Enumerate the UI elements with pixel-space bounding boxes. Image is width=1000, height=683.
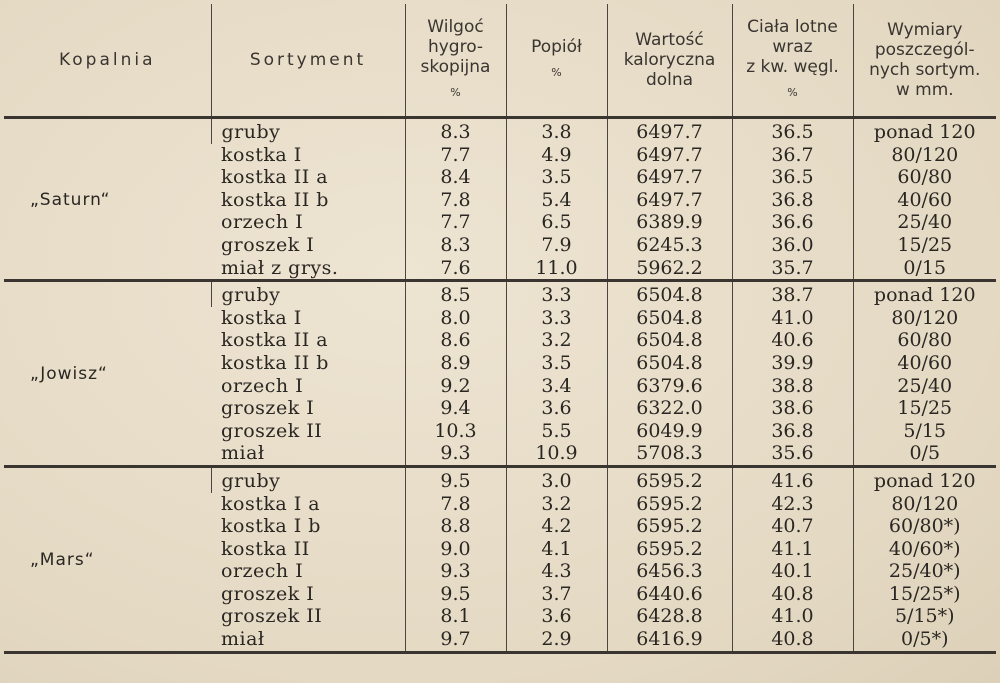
sort-name: kostka II b <box>221 351 329 374</box>
cell-moisture: 9.5 <box>405 466 506 492</box>
sort-name: kostka I a <box>221 492 321 515</box>
cell-dim: 5/15 <box>853 420 996 443</box>
cell-volatile: 36.8 <box>732 189 853 212</box>
cell-calorific: 6595.2 <box>607 515 732 538</box>
cell-dim: 0/5*) <box>853 628 996 652</box>
cell-volatile: 38.7 <box>732 281 853 307</box>
cell-volatile: 41.0 <box>732 307 853 330</box>
header-dimensions: Wymiary poszczegól- nych sortym. w mm. <box>853 4 996 118</box>
cell-volatile: 36.8 <box>732 420 853 443</box>
cell-moisture: 9.3 <box>405 442 506 466</box>
table-row <box>4 466 996 492</box>
cell-calorific: 6322.0 <box>607 397 732 420</box>
sort-name: orzech I <box>221 560 304 583</box>
sort-name: groszek I <box>221 397 315 420</box>
cell-ash: 4.3 <box>506 560 607 583</box>
cell-calorific: 5962.2 <box>607 257 732 281</box>
cell-moisture: 10.3 <box>405 420 506 443</box>
sort-name: gruby <box>211 281 405 307</box>
cell-volatile: 42.3 <box>732 493 853 516</box>
cell-moisture: 8.3 <box>405 118 506 144</box>
header-row <box>4 4 996 118</box>
sort-name: groszek II <box>221 605 323 628</box>
cell-ash: 3.2 <box>506 493 607 516</box>
cell-volatile: 35.6 <box>732 442 853 466</box>
sort-name: kostka I <box>221 306 302 329</box>
cell-dim: 40/60 <box>853 352 996 375</box>
sort-name: miał <box>211 628 405 652</box>
cell-moisture: 8.9 <box>405 352 506 375</box>
cell-ash: 3.7 <box>506 583 607 606</box>
cell-volatile: 40.8 <box>732 628 853 652</box>
sort-name: groszek I <box>221 233 315 256</box>
cell-volatile: 41.0 <box>732 605 853 628</box>
header-moisture-unit: % <box>450 86 461 99</box>
cell-volatile: 41.6 <box>732 466 853 492</box>
cell-ash: 6.5 <box>506 211 607 234</box>
table-row <box>4 281 996 307</box>
table-body <box>4 118 996 653</box>
cell-dim: 60/80*) <box>853 515 996 538</box>
cell-dim: ponad 120 <box>853 466 996 492</box>
cell-ash: 3.6 <box>506 605 607 628</box>
mine-name: „Mars“ <box>4 466 211 652</box>
cell-dim: 25/40 <box>853 375 996 398</box>
cell-moisture: 9.3 <box>405 560 506 583</box>
cell-ash: 3.5 <box>506 166 607 189</box>
cell-calorific: 6389.9 <box>607 211 732 234</box>
cell-dim: 15/25*) <box>853 583 996 606</box>
cell-volatile: 35.7 <box>732 257 853 281</box>
cell-ash: 3.3 <box>506 281 607 307</box>
cell-volatile: 40.6 <box>732 329 853 352</box>
cell-volatile: 40.1 <box>732 560 853 583</box>
cell-calorific: 6595.2 <box>607 538 732 561</box>
cell-dim: 25/40 <box>853 211 996 234</box>
cell-volatile: 40.8 <box>732 583 853 606</box>
cell-calorific: 6504.8 <box>607 307 732 330</box>
header-volatile: Ciała lotne wraz z kw. węgl. % <box>732 4 853 118</box>
cell-calorific: 6245.3 <box>607 234 732 257</box>
cell-calorific: 5708.3 <box>607 442 732 466</box>
cell-dim: 60/80 <box>853 166 996 189</box>
cell-ash: 3.3 <box>506 307 607 330</box>
cell-moisture: 9.5 <box>405 583 506 606</box>
cell-ash: 4.2 <box>506 515 607 538</box>
cell-ash: 3.2 <box>506 329 607 352</box>
sort-name: groszek II <box>221 419 323 442</box>
cell-volatile: 39.9 <box>732 352 853 375</box>
cell-moisture: 9.0 <box>405 538 506 561</box>
table-row <box>4 118 996 144</box>
header-ash-unit: % <box>551 66 562 79</box>
cell-calorific: 6440.6 <box>607 583 732 606</box>
sort-name: kostka II b <box>221 188 329 211</box>
cell-volatile: 36.6 <box>732 211 853 234</box>
cell-volatile: 36.5 <box>732 118 853 144</box>
header-sort: Sortyment <box>211 4 405 118</box>
header-volatile-unit: % <box>787 86 798 99</box>
cell-calorific: 6595.2 <box>607 493 732 516</box>
cell-dim: 80/120 <box>853 144 996 167</box>
cell-ash: 3.8 <box>506 118 607 144</box>
cell-volatile: 40.7 <box>732 515 853 538</box>
header-ash: Popiół % <box>506 4 607 118</box>
cell-dim: 25/40*) <box>853 560 996 583</box>
cell-moisture: 7.8 <box>405 493 506 516</box>
cell-dim: ponad 120 <box>853 281 996 307</box>
cell-ash: 11.0 <box>506 257 607 281</box>
cell-calorific: 6504.8 <box>607 281 732 307</box>
sort-name: gruby <box>211 466 405 492</box>
cell-ash: 3.6 <box>506 397 607 420</box>
cell-volatile: 38.6 <box>732 397 853 420</box>
header-mine: Kopalnia <box>4 4 211 118</box>
cell-ash: 5.4 <box>506 189 607 212</box>
cell-moisture: 8.4 <box>405 166 506 189</box>
cell-ash: 10.9 <box>506 442 607 466</box>
mine-name: „Saturn“ <box>4 118 211 281</box>
cell-moisture: 7.7 <box>405 144 506 167</box>
cell-ash: 3.5 <box>506 352 607 375</box>
sort-name: gruby <box>211 118 405 144</box>
cell-ash: 5.5 <box>506 420 607 443</box>
cell-calorific: 6049.9 <box>607 420 732 443</box>
cell-moisture: 8.0 <box>405 307 506 330</box>
sort-name: orzech I <box>221 211 304 234</box>
cell-volatile: 36.7 <box>732 144 853 167</box>
header-moisture: Wilgoć hygro- skopijna % <box>405 4 506 118</box>
cell-calorific: 6497.7 <box>607 166 732 189</box>
cell-volatile: 41.1 <box>732 538 853 561</box>
cell-ash: 3.4 <box>506 375 607 398</box>
sort-name: kostka II a <box>221 329 329 352</box>
cell-dim: 15/25 <box>853 397 996 420</box>
cell-moisture: 9.7 <box>405 628 506 652</box>
cell-moisture: 9.2 <box>405 375 506 398</box>
cell-ash: 7.9 <box>506 234 607 257</box>
cell-moisture: 9.4 <box>405 397 506 420</box>
cell-dim: 15/25 <box>853 234 996 257</box>
cell-volatile: 36.5 <box>732 166 853 189</box>
cell-ash: 4.1 <box>506 538 607 561</box>
cell-moisture: 8.1 <box>405 605 506 628</box>
cell-calorific: 6497.7 <box>607 189 732 212</box>
cell-dim: 40/60*) <box>853 538 996 561</box>
sort-name: kostka I <box>221 143 302 166</box>
cell-calorific: 6504.8 <box>607 329 732 352</box>
cell-calorific: 6456.3 <box>607 560 732 583</box>
cell-moisture: 8.5 <box>405 281 506 307</box>
cell-ash: 2.9 <box>506 628 607 652</box>
sort-name: groszek I <box>221 582 315 605</box>
cell-moisture: 7.6 <box>405 257 506 281</box>
cell-dim: 40/60 <box>853 189 996 212</box>
cell-calorific: 6416.9 <box>607 628 732 652</box>
sort-name: kostka I b <box>221 515 321 538</box>
cell-dim: 0/15 <box>853 257 996 281</box>
mine-name: „Jowisz“ <box>4 281 211 467</box>
sort-name: miał z grys. <box>211 257 405 281</box>
sort-name: kostka II <box>221 537 310 560</box>
cell-moisture: 7.8 <box>405 189 506 212</box>
cell-calorific: 6497.7 <box>607 144 732 167</box>
cell-ash: 3.0 <box>506 466 607 492</box>
cell-dim: ponad 120 <box>853 118 996 144</box>
sort-name: orzech I <box>221 374 304 397</box>
sort-name: kostka II a <box>221 166 329 189</box>
cell-dim: 0/5 <box>853 442 996 466</box>
cell-moisture: 8.8 <box>405 515 506 538</box>
sort-name: miał <box>211 442 405 466</box>
cell-moisture: 8.3 <box>405 234 506 257</box>
cell-moisture: 7.7 <box>405 211 506 234</box>
cell-dim: 80/120 <box>853 307 996 330</box>
cell-moisture: 8.6 <box>405 329 506 352</box>
header-calorific: Wartość kaloryczna dolna <box>607 4 732 118</box>
coal-properties-table <box>4 4 996 654</box>
cell-calorific: 6595.2 <box>607 466 732 492</box>
cell-dim: 60/80 <box>853 329 996 352</box>
cell-calorific: 6504.8 <box>607 352 732 375</box>
cell-calorific: 6428.8 <box>607 605 732 628</box>
cell-dim: 5/15*) <box>853 605 996 628</box>
cell-volatile: 38.8 <box>732 375 853 398</box>
cell-calorific: 6497.7 <box>607 118 732 144</box>
cell-dim: 80/120 <box>853 493 996 516</box>
cell-calorific: 6379.6 <box>607 375 732 398</box>
cell-ash: 4.9 <box>506 144 607 167</box>
cell-volatile: 36.0 <box>732 234 853 257</box>
